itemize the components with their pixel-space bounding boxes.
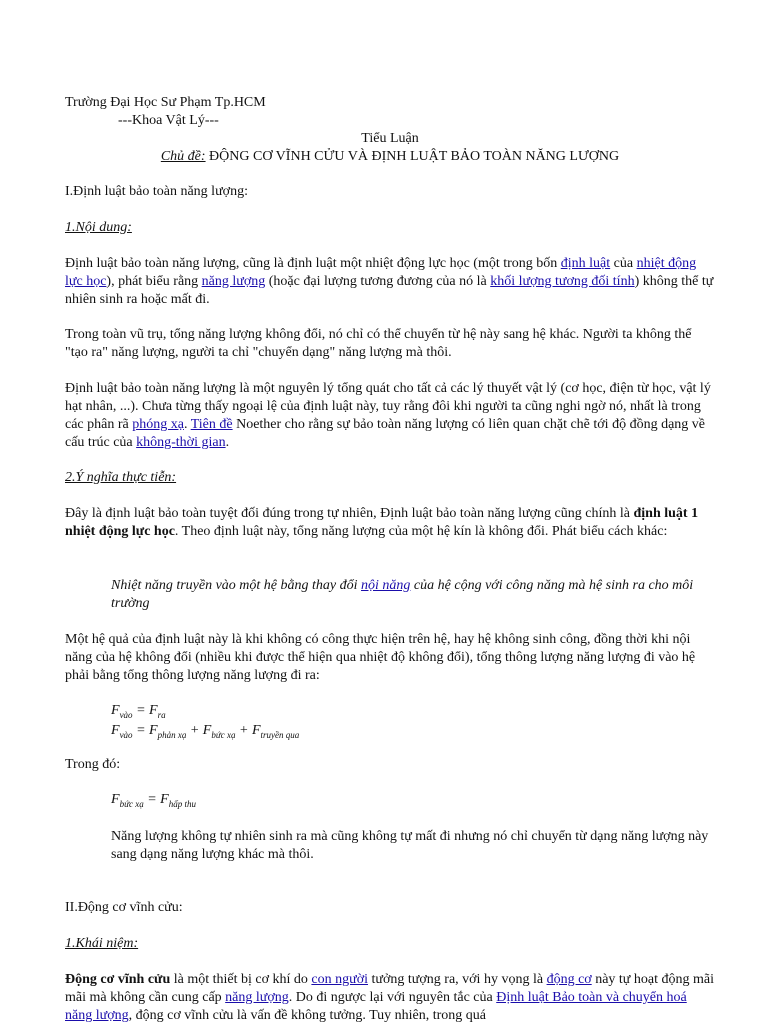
- link-noi-nang[interactable]: nội năng: [361, 578, 411, 593]
- text: ), phát biểu rằng: [106, 274, 202, 289]
- text: Noether cho rằng sự bảo toàn năng lượng có liên quan chặt chẽ tới độ đồng dạng về cấu trúc của: [65, 417, 705, 450]
- topic-label: Chủ đề:: [160, 149, 206, 164]
- faculty-name: ---Khoa Vật Lý---: [118, 113, 219, 128]
- op: +: [235, 722, 252, 738]
- text: là một thiết bị cơ khí do: [170, 972, 312, 987]
- link-khoi-luong-tuong-doi-tinh[interactable]: khối lượng tương đối tính: [490, 274, 635, 289]
- f: F: [160, 792, 169, 807]
- op: =: [132, 703, 150, 718]
- f: F: [251, 722, 261, 738]
- bold-term: định luật 1 nhiệt động lực học: [65, 506, 699, 539]
- text: Định luật bảo toàn năng lượng, cũng là định luật một nhiệt động lực học (một trong bốn: [65, 256, 561, 271]
- link-dong-co[interactable]: động cơ: [546, 972, 592, 987]
- text: Đây là định luật bảo toàn tuyệt đối đúng trong tự nhiên, Định luật bảo toàn năng lượng cũng chính là: [65, 506, 634, 521]
- text: tưởng tượng ra, với hy vọng là: [368, 972, 547, 987]
- text: . Do đi ngược lại với nguyên tắc của: [288, 990, 497, 1005]
- link-tien-de[interactable]: Tiên đề: [190, 417, 233, 432]
- section-1-1-heading: 1.Nội dung:: [65, 220, 132, 235]
- document-topic: [65, 148, 715, 166]
- link-dinh-luat[interactable]: định luật: [560, 256, 611, 271]
- paragraph-2: Trong toàn vũ trụ, tổng năng lượng không đổi, nó chỉ có thể chuyển từ hệ này sang hệ khác. Người ta không thể "tạo ra" năng lượng, người ta chỉ "chuyển dạng" năng lượng mà thôi.: [65, 327, 692, 360]
- paragraph-5: Một hệ quả của định luật này là khi không có công thực hiện trên hệ, hay hệ không sinh công, đồng thời khi nội năng của hệ không đổi (nhiều khi được thể hiện qua nhiệt độ không đổi), tổng thông lượng năng lượng đi vào hệ phải bằng tổng thông lượng năng lượng đi ra:: [65, 632, 696, 683]
- link-dinh-luat-bao-toan[interactable]: Định luật Bảo toàn và chuyển hoá năng lượng: [65, 990, 687, 1023]
- f: F: [149, 703, 158, 718]
- text: của: [610, 256, 637, 271]
- sub: vào: [119, 709, 133, 720]
- op: =: [143, 792, 161, 807]
- sub: bức xạ: [211, 729, 236, 740]
- sub: bức xạ: [119, 798, 144, 809]
- sub: hấp thu: [168, 798, 196, 809]
- school-name: Trường Đại Học Sư Phạm Tp.HCM: [65, 95, 266, 110]
- link-nang-luong-2[interactable]: năng lượng: [225, 990, 289, 1005]
- paragraph-1: [65, 255, 715, 309]
- op: =: [132, 722, 150, 738]
- formula-radiation: [111, 792, 196, 812]
- paragraph-4: [65, 505, 715, 541]
- quote-block: [111, 577, 711, 613]
- paragraph-6: Năng lượng không tự nhiên sinh ra mà cũng không tự mất đi nhưng nó chỉ chuyển từ dạng năng lượng này sang dạng năng lượng khác mà thôi.: [111, 829, 709, 862]
- text: (hoặc đại lượng tương đương của nó là: [265, 274, 491, 289]
- link-phong-xa[interactable]: phóng xạ: [132, 417, 184, 432]
- paragraph-3: [65, 380, 715, 452]
- section-1-2-heading: 2.Ý nghĩa thực tiễn:: [65, 470, 177, 485]
- paragraph-7: [65, 971, 715, 1025]
- trong-do-label: Trong đó:: [65, 757, 121, 772]
- f: F: [111, 703, 120, 718]
- sub: vào: [119, 729, 133, 740]
- formula-flux-balance: [111, 703, 299, 743]
- f: F: [149, 722, 158, 738]
- section-2-1-heading: 1.Khái niệm:: [65, 936, 139, 951]
- sub: phản xạ: [157, 729, 187, 740]
- text: Định luật bảo toàn năng lượng là một nguyên lý tổng quát cho tất cả các lý thuyết vật lý (cơ học, điện từ học, vật lý hạt nhân, ...). Chưa từng thấy ngoại lệ của định luật này, tuy rằng đôi khi người ta cũng nghi ngờ nó, nhất là trong các phân rã: [65, 381, 711, 432]
- text: . Theo định luật này, tổng năng lượng của một hệ kín là không đổi. Phát biểu cách khác:: [174, 524, 668, 539]
- link-nang-luong[interactable]: năng lượng: [201, 274, 266, 289]
- link-nhiet-dong-luc-hoc[interactable]: nhiệt động lực học: [65, 256, 697, 289]
- document-type: Tiểu Luận: [361, 131, 419, 146]
- section-2-title: II.Động cơ vĩnh cửu:: [65, 900, 183, 915]
- bold-term: Động cơ vĩnh cửu: [65, 972, 171, 987]
- formula-line-1: [111, 703, 299, 723]
- topic-title: ĐỘNG CƠ VĨNH CỬU VÀ ĐỊNH LUẬT BẢO TOÀN NĂNG LƯỢNG: [209, 149, 620, 164]
- formula-line-2: [111, 723, 299, 743]
- link-con-nguoi[interactable]: con người: [311, 972, 369, 987]
- sub: truyền qua: [260, 729, 300, 740]
- text: , động cơ vĩnh cửu là vấn đề không tưởng. Tuy nhiên, trong quá: [128, 1008, 487, 1023]
- link-khong-thoi-gian[interactable]: không-thời gian: [136, 435, 226, 450]
- text: ) không thể tự nhiên sinh ra hoặc mất đi.: [65, 274, 714, 307]
- text: này tự hoạt động mãi mãi mà không cần cung cấp: [65, 972, 714, 1005]
- section-1-title: I.Định luật bảo toàn năng lượng:: [65, 184, 248, 199]
- f: F: [111, 722, 120, 738]
- f: F: [202, 722, 212, 738]
- text: Nhiệt năng truyền vào một hệ bằng thay đổi: [111, 578, 362, 593]
- text: .: [225, 435, 230, 450]
- text: .: [183, 417, 191, 432]
- op: +: [186, 722, 203, 738]
- sub: ra: [157, 709, 166, 720]
- text: của hệ cộng với công năng mà hệ sinh ra cho môi trường: [111, 578, 694, 611]
- f: F: [111, 792, 120, 807]
